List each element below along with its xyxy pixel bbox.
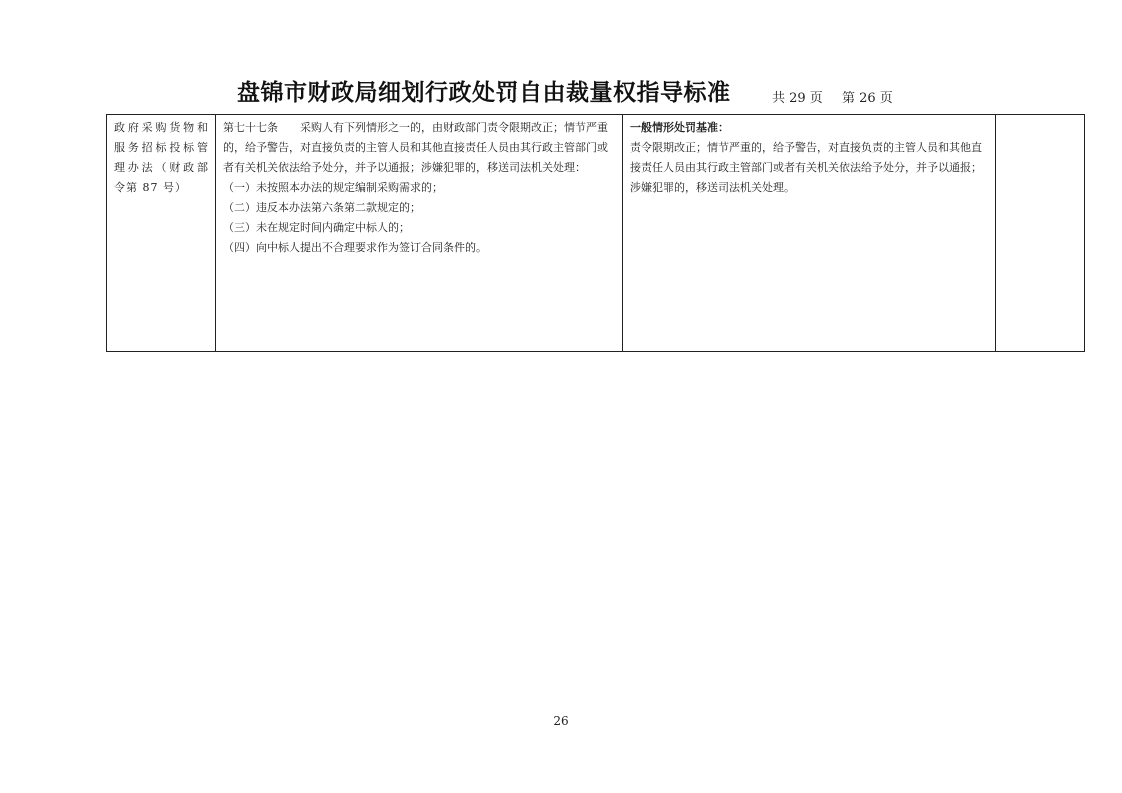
page-count xyxy=(772,87,898,106)
law-name-cell xyxy=(107,115,216,352)
article-cell xyxy=(216,115,623,352)
article-item-1: （一）未按照本办法的规定编制采购需求的； xyxy=(223,181,443,194)
penalty-standard-table xyxy=(106,114,1085,352)
remark-cell xyxy=(996,115,1085,352)
page-header xyxy=(0,74,1122,110)
table-row xyxy=(107,115,1085,352)
total-pages-label: 共 29 页 xyxy=(772,91,823,106)
document-title: 盘锦市财政局细划行政处罚自由裁量权指导标准 xyxy=(237,80,731,106)
article-item-2: （二）违反本办法第六条第二款规定的； xyxy=(223,201,421,214)
current-page-label: 第 26 页 xyxy=(841,91,893,106)
standard-cell xyxy=(623,115,996,352)
article-item-4: （四）向中标人提出不合理要求作为签订合同条件的。 xyxy=(223,241,487,254)
law-name: 政府采购货物和服务招标投标管理办法（财政部令第 87 号） xyxy=(114,121,209,194)
article-content xyxy=(223,118,616,178)
standard-text: 责令限期改正；情节严重的，给予警告，对直接负责的主管人员和其他直接责任人员由其行政主管部门或者有关机关依法给予处分，并予以通报；涉嫌犯罪的，移送司法机关处理。 xyxy=(630,141,982,194)
article-item-3: （三）未在规定时间内确定中标人的； xyxy=(223,221,410,234)
standard-title: 一般情形处罚基准： xyxy=(630,121,729,134)
article-text: 采购人有下列情形之一的，由财政部门责令限期改正；情节严重的，给予警告，对直接负责的主管人员和其他直接责任人员由其行政主管部门或者有关机关依法给予处分，并予以通报；涉嫌犯罪的，移送司法机关处理： xyxy=(223,121,608,174)
page-number: 26 xyxy=(553,714,569,728)
article-heading: 第七十七条 xyxy=(223,121,278,134)
